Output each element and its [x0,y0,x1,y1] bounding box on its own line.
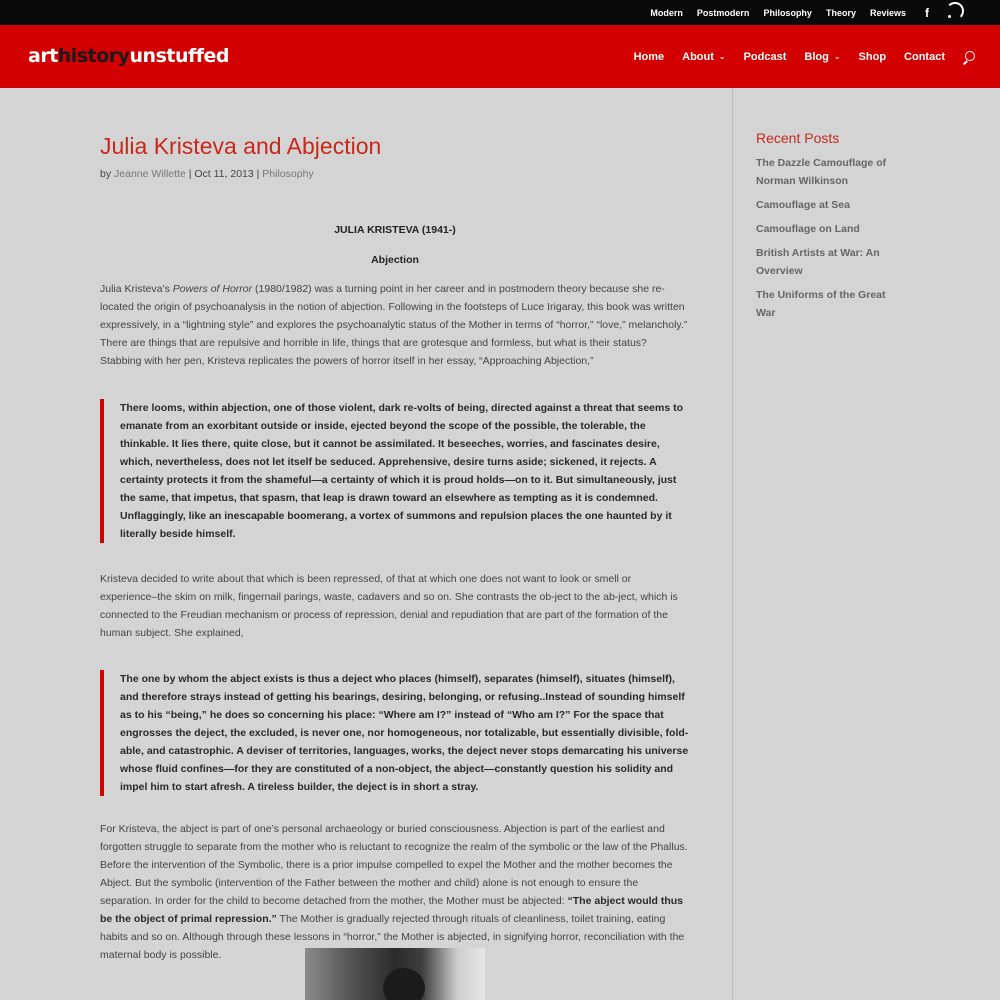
nav-label: Contact [904,50,945,63]
facebook-icon[interactable]: f [925,5,929,20]
topbar-link-reviews[interactable]: Reviews [869,7,906,18]
quote-text: There looms, within abjection, one of those violent, dark re-volts of being, directed against a threat that seems to emanate from an exorbitant outside or inside, ejected beyond the scope of the possible, the tolerable, the thinkable. It lies there, quite close, but it cannot be assimilated. It beseeches, worries, and fascinates desire, which, nevertheless, does not let itself be seduced. Apprehensive, desire turns aside; sickened, it rejects. A certainty protects it from the shameful—a certainty of which it is proud holds—on to it. But simultaneously, just the same, that impetus, that spasm, that leap is drawn toward an elsewhere as tempting as it is condemned. Unflaggingly, like an inescapable boomerang, a vortex of summons and repulsion places the one haunted by it literally beside himself. [120,402,684,540]
paragraph-3: For Kristeva, the abject is part of one’s personal archaeology or buried consciousness. Abjection is part of the earliest and forgotten struggle to separate from the mother who is reluctant to recognize the realm of the symbolic or the law of the Phallus. Before the intervention of the Symbolic, there is a prior impulse compelled to expel the Mother and the mother becomes the Abject. But the symbolic (intervention of the Father between the mother and child) alone is not enough to ensure the separation. In order for the child to become detached from the mother, the Mother must be abjected: “The abject would thus be the object of primal repression.” The Mother is gradually rejected through rituals of cleanliness, toilet training, eating habits and so on. Although through these lessons in “horror,” the Mother is abjected, in signifying horror, reconciliation with the maternal body is possible. [100,823,688,961]
logo-part-history: history [57,45,130,67]
paragraph-2: Kristeva decided to write about that which is been repressed, of that at which one does not want to look or smell or experience–the skim on milk, fingernail parings, waste, cadavers and so on. She contrasts the ob-ject to the ab-ject, which is connected to the Freudian mechanism or process of repression, denial and repudiation that are part of the formation of the human subject. She explained, [100,573,678,639]
nav-item-home[interactable] [634,51,665,63]
blockquote-2 [100,670,690,796]
recent-posts-list [756,154,896,322]
site-logo[interactable] [28,45,229,67]
sidebar [756,130,896,328]
meta-by: by [100,168,112,180]
nav-label: Home [633,50,665,63]
search-icon[interactable] [962,51,976,65]
blockquote-1 [100,399,690,543]
sidebar-divider [732,88,733,1000]
main-header [0,25,1000,88]
recent-post-link[interactable]: The Uniforms of the Great War [756,289,886,319]
logo-part-unstuffed: unstuffed [129,45,230,67]
nav-label: Blog [804,50,829,63]
secondary-nav [650,0,962,25]
nav-item-shop[interactable] [859,51,887,63]
nav-label: About [682,50,714,63]
chevron-down-icon: ⌄ [718,52,726,61]
nav-item-blog[interactable] [804,51,840,63]
post-date: Oct 11, 2013 [194,168,254,180]
nav-label: Podcast [743,50,787,63]
recent-post-link[interactable]: The Dazzle Camouflage of Norman Wilkinson [756,157,887,187]
logo-part-art: art [28,45,58,67]
topbar-link-philosophy[interactable]: Philosophy [763,7,812,18]
section-heading: JULIA KRISTEVA (1941-) [334,224,456,236]
kristeva-photo [305,948,485,1000]
paragraph-intro: Julia Kristeva’s Powers of Horror (1980/1982) was a turning point in her career and in postmodern theory because she re-located the origin of psychoanalysis in the notion of abjection. Following in the footsteps of Luce Irigaray, this book was written expressively, in a “lightning style” and explores the psychoanalytic status of the Mother in terms of “horror,” “love,” melancholy.” There are things that are repulsive and horrible in life, things that are grotesque and formless, but what is their status? Stabbing with her pen, Kristeva replicates the powers of horror itself in her essay, “Approaching Abjection,” [100,283,688,367]
nav-label: Shop [858,50,887,63]
topbar-link-modern[interactable]: Modern [650,7,683,18]
section-subheading: Abjection [371,254,419,266]
recent-post-link[interactable]: British Artists at War: An Overview [756,247,880,277]
recent-post-link[interactable]: Camouflage on Land [756,223,860,235]
main-nav [634,25,945,88]
nav-item-about[interactable] [682,51,725,63]
recent-posts-title: Recent Posts [756,130,840,146]
top-bar [0,0,1000,25]
category-link[interactable]: Philosophy [262,168,314,180]
topbar-link-postmodern[interactable]: Postmodern [696,7,750,18]
nav-item-contact[interactable] [904,51,945,63]
quote-text: The one by whom the abject exists is thus a deject who places (himself), separates (himself), situates (himself), and therefore strays instead of getting his bearings, desiring, belonging, or refusing..Instead of sounding himself as to his “being,” he does so concerning his place: “Where am I?” instead of “Who am I?” For the space that engrosses the deject, the excluded, is never one, nor homogeneous, nor totalizable, but essentially divisible, fold- able, and catastrophic. A deviser of territories, languages, works, the deject never stops demarcating his universe whose fluid confines—for they are constituted of a non-object, the abject—constantly question his solidity and impel him to start afresh. A tireless builder, the deject is in short a stray. [120,673,689,793]
topbar-link-theory[interactable]: Theory [825,7,856,18]
nav-item-podcast[interactable] [744,51,787,63]
rss-icon[interactable] [948,7,962,18]
post-meta: by Jeanne Willette | Oct 11, 2013 | Philosophy [100,168,314,180]
post-content [100,130,690,964]
chevron-down-icon: ⌄ [833,52,841,61]
post-title: Julia Kristeva and Abjection [100,133,382,159]
recent-post-link[interactable]: Camouflage at Sea [756,199,850,211]
author-link[interactable]: Jeanne Willette [114,168,186,180]
